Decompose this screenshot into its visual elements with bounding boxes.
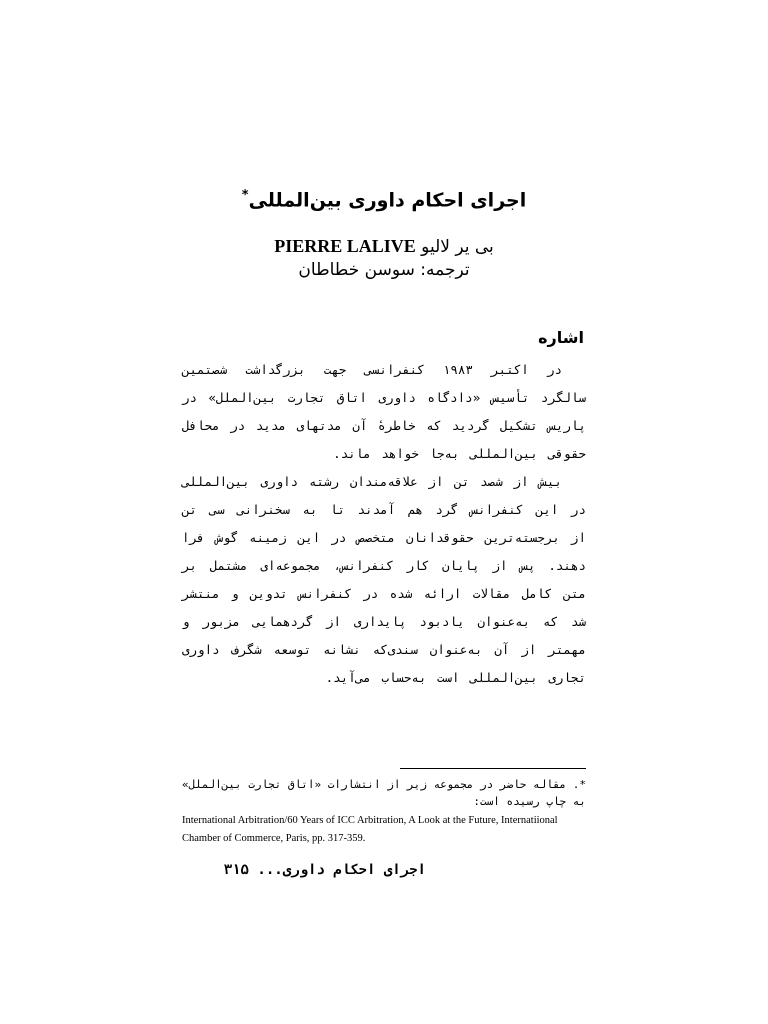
section-heading: اشاره: [538, 328, 584, 347]
article-title: [0, 188, 768, 211]
footnote-english: International Arbitration/60 Years of ICC Arbitration, A Look at the Future, Internatiional Chamber of Commerce, Paris, pp. 317-359.: [182, 815, 558, 844]
translator-line: ترجمه: سوسن خطاطان: [298, 260, 470, 280]
paragraph: در اکتبر ۱۹۸۳ کنفرانسی جهت بزرگداشت شصتمین سالگرد تأسیس «دادگاه داوری اتاق تجارت بین‌الملل» در پاریس تشکیل گردید که خاطرهٔ آن مدتهای مدید در محافل حقوقی بین‌المللی به‌جا خواهد ماند.: [182, 362, 586, 461]
author-line: [0, 236, 768, 257]
title-footnote-mark: *: [241, 188, 249, 203]
article-body: [182, 356, 586, 692]
footnote-persian: *. مقاله حاضر در مجموعه زیر از انتشارات «اتاق تجارت بین‌الملل» به چاپ رسیده است:: [182, 778, 586, 808]
author-name-persian: بی یر لالیو: [421, 237, 494, 257]
paragraph: بیش از شصد تن از علاقه‌مندان رشته داوری بین‌المللی در این کنفرانس گرد هم آمدند تا به سخنرانی سی تن از برجسته‌ترین حقوقدانان متخصص در این زمینه گوش فرا دهند. پس از پایان کار کنفرانس، مجموعه‌ای مشتمل بر متن کامل مقالات ارائه شده در کنفرانس تدوین و منتشر شد که به‌عنوان یادبود پایداری از گردهمایی مزبور و مهمتر از آن به‌عنوان سندی‌که نشانه توسعه شگرف داوری تجاری بین‌المللی است به‌حساب می‌آید.: [182, 474, 586, 685]
running-footer: اجرای احکام داوری... ۳۱۵: [223, 862, 426, 878]
footnote-divider: [400, 768, 586, 769]
article-title-text: اجرای احکام داوری بین‌المللی: [248, 189, 527, 212]
author-name-latin: PIERRE LALIVE: [274, 236, 416, 256]
